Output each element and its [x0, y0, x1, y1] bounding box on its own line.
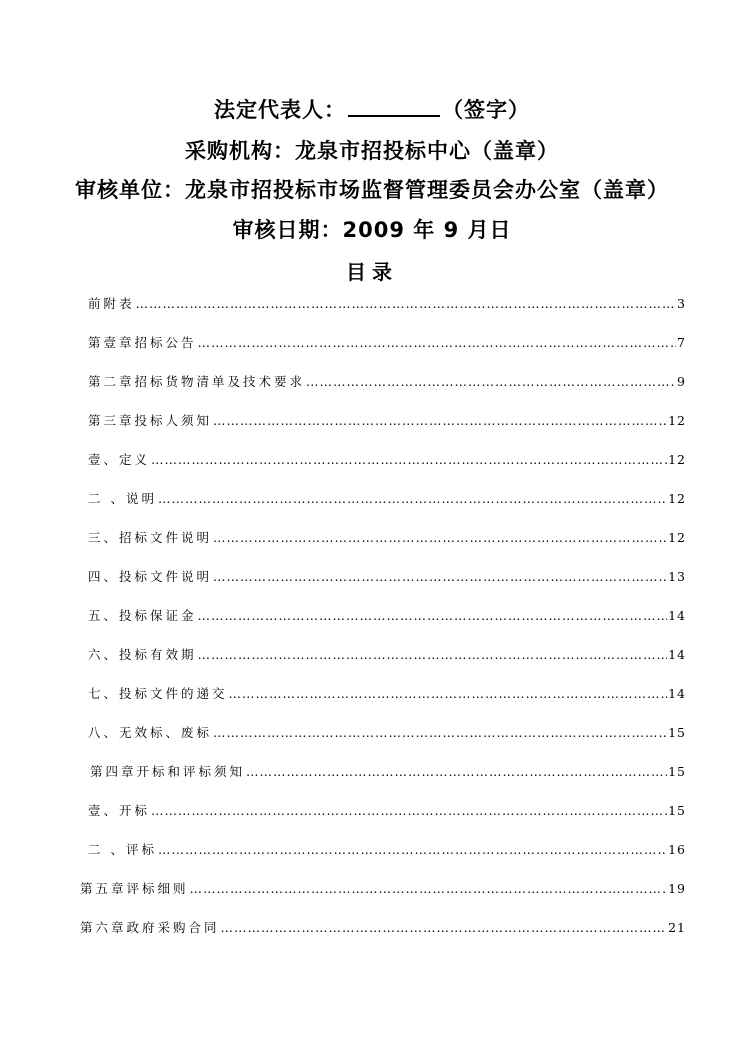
toc-leader-dots: [229, 686, 668, 701]
toc-entry[interactable]: [88, 528, 686, 546]
toc-entry[interactable]: [88, 411, 686, 429]
procurement-agency-line: 采购机构：龙泉市招投标中心（盖章）: [185, 139, 559, 163]
toc-entry[interactable]: [88, 372, 686, 390]
toc-entry[interactable]: [90, 762, 686, 780]
toc-leader-dots: [306, 374, 676, 389]
toc-page-number: 12: [668, 452, 686, 467]
toc-page-number: 9: [677, 374, 686, 389]
toc-leader-dots: [198, 608, 668, 623]
toc-leader-dots: [136, 296, 677, 311]
toc-entry-label: 壹、开标: [88, 803, 151, 818]
toc-leader-dots: [190, 881, 668, 896]
toc-leader-dots: [198, 647, 668, 662]
signature-note: （签字）: [442, 98, 530, 122]
toc-entry-label: 四、投标文件说明: [88, 569, 213, 584]
toc-leader-dots: [213, 413, 667, 428]
toc-page-number: 14: [668, 608, 686, 623]
toc-page-number: 3: [677, 296, 686, 311]
toc-entry[interactable]: [80, 879, 686, 897]
toc-entry[interactable]: [88, 723, 686, 741]
toc-entry-label: 第壹章招标公告: [88, 335, 197, 350]
toc-page-number: 13: [668, 569, 686, 584]
toc-leader-dots: [151, 803, 667, 818]
toc-entry-label: 六、投标有效期: [88, 647, 197, 662]
toc-leader-dots: [213, 569, 667, 584]
toc-entry-label: 二 、评标: [88, 842, 157, 857]
toc-entry[interactable]: [88, 294, 686, 312]
toc-page-number: 12: [668, 491, 686, 506]
audit-unit-line: 审核单位：龙泉市招投标市场监督管理委员会办公室（盖章）: [75, 178, 669, 202]
toc-entry[interactable]: [80, 918, 686, 936]
toc-entry-label: 第五章评标细则: [80, 881, 189, 896]
toc-page-number: 21: [668, 920, 686, 935]
toc-entry-label: 第四章开标和评标须知: [90, 764, 246, 779]
toc-leader-dots: [246, 764, 667, 779]
toc-entry-label: 二 、说明: [88, 491, 157, 506]
toc-leader-dots: [221, 920, 668, 935]
toc-entry[interactable]: [88, 333, 686, 351]
toc-page-number: 12: [668, 413, 686, 428]
toc-entry[interactable]: [88, 489, 686, 507]
toc-leader-dots: [151, 452, 667, 467]
toc-entry[interactable]: [88, 567, 686, 585]
toc-entry-label: 七、投标文件的递交: [88, 686, 228, 701]
audit-date-line: 审核日期：2009 年 9 月日: [232, 218, 512, 242]
toc-entry[interactable]: [88, 450, 686, 468]
toc-entry[interactable]: [88, 606, 686, 624]
toc-leader-dots: [213, 725, 667, 740]
toc-entry-label: 五、投标保证金: [88, 608, 197, 623]
toc-entry[interactable]: [88, 645, 686, 663]
toc-entry-label: 第三章投标人须知: [88, 413, 213, 428]
toc-page-number: 14: [668, 647, 686, 662]
toc-page-number: 15: [668, 803, 686, 818]
toc-entry[interactable]: [88, 801, 686, 819]
toc-page-number: 15: [668, 725, 686, 740]
toc-entry-label: 第六章政府采购合同: [80, 920, 220, 935]
toc-entry-label: 壹、定义: [88, 452, 151, 467]
toc-entry-label: 八、无效标、废标: [88, 725, 213, 740]
toc-entry-label: 前附表: [88, 296, 135, 311]
legal-representative-label: 法定代表人：: [214, 98, 346, 122]
toc-title: 目录: [346, 260, 398, 284]
toc-leader-dots: [158, 842, 667, 857]
toc-page-number: 14: [668, 686, 686, 701]
toc-entry[interactable]: [88, 684, 686, 702]
toc-entry-label: 第二章招标货物清单及技术要求: [88, 374, 306, 389]
toc-leader-dots: [158, 491, 667, 506]
toc-leader-dots: [213, 530, 667, 545]
toc-leader-dots: [198, 335, 677, 350]
toc-page-number: 12: [668, 530, 686, 545]
toc-page-number: 7: [677, 335, 686, 350]
toc-page-number: 19: [668, 881, 686, 896]
toc-entry[interactable]: [88, 840, 686, 858]
toc-entry-label: 三、招标文件说明: [88, 530, 213, 545]
toc-page-number: 16: [668, 842, 686, 857]
toc-page-number: 15: [668, 764, 686, 779]
